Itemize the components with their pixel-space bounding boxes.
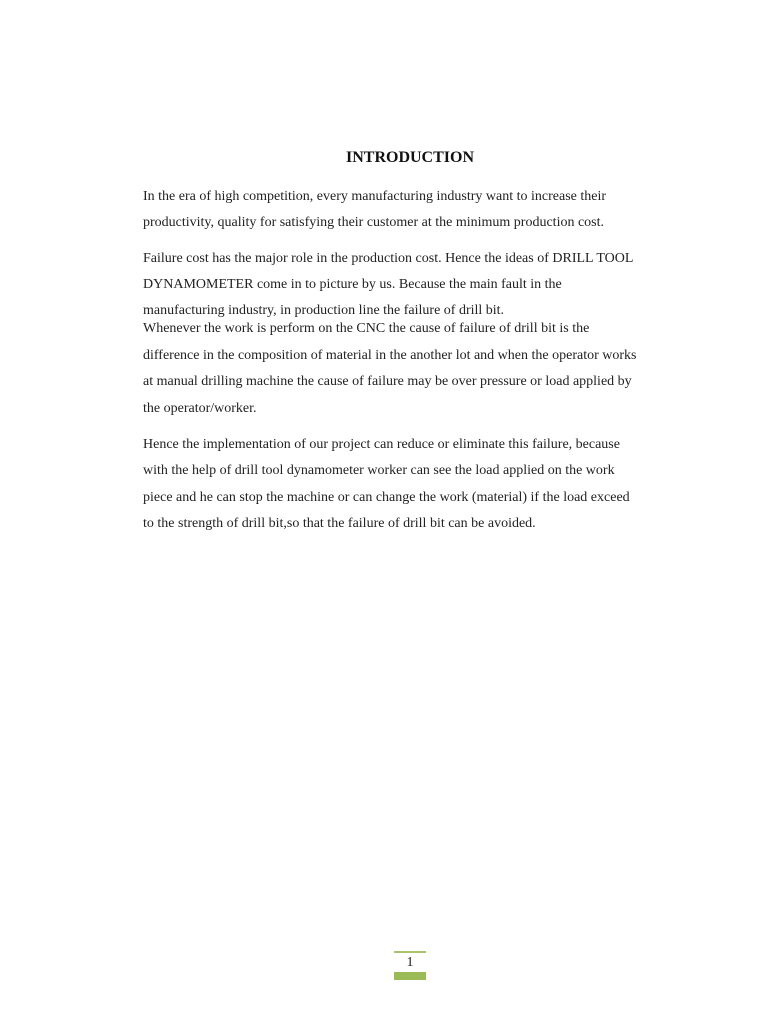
paragraph-line: DYNAMOMETER come in to picture by us. Because the main fault in the	[143, 277, 562, 292]
footer-bar	[394, 972, 426, 980]
paragraph-line: productivity, quality for satisfying their customer at the minimum production cost.	[143, 215, 605, 230]
paragraph-line: Hence the implementation of our project can reduce or eliminate this failure, because	[143, 437, 620, 452]
paragraph-line: difference in the composition of material in the another lot and when the operator works	[143, 348, 637, 363]
paragraph-line: manufacturing industry, in production line the failure of drill bit.	[143, 303, 505, 318]
paragraph-line: with the help of drill tool dynamometer worker can see the load applied on the work	[143, 463, 615, 478]
paragraph-line: Whenever the work is perform on the CNC the cause of failure of drill bit is the	[143, 321, 590, 336]
paragraph-line: at manual drilling machine the cause of failure may be over pressure or load applied by	[143, 374, 632, 389]
paragraph-line: piece and he can stop the machine or can change the work (material) if the load exceed	[143, 490, 630, 505]
footer-rule	[394, 951, 426, 953]
paragraph-line: to the strength of drill bit,so that the failure of drill bit can be avoided.	[143, 516, 536, 531]
paragraph-line: the operator/worker.	[143, 401, 257, 416]
paragraph-line: Failure cost has the major role in the production cost. Hence the ideas of DRILL TOOL	[143, 251, 634, 266]
page-title: INTRODUCTION	[345, 149, 474, 166]
paragraph-line: In the era of high competition, every manufacturing industry want to increase their	[143, 189, 607, 204]
page-number: 1	[406, 955, 414, 970]
